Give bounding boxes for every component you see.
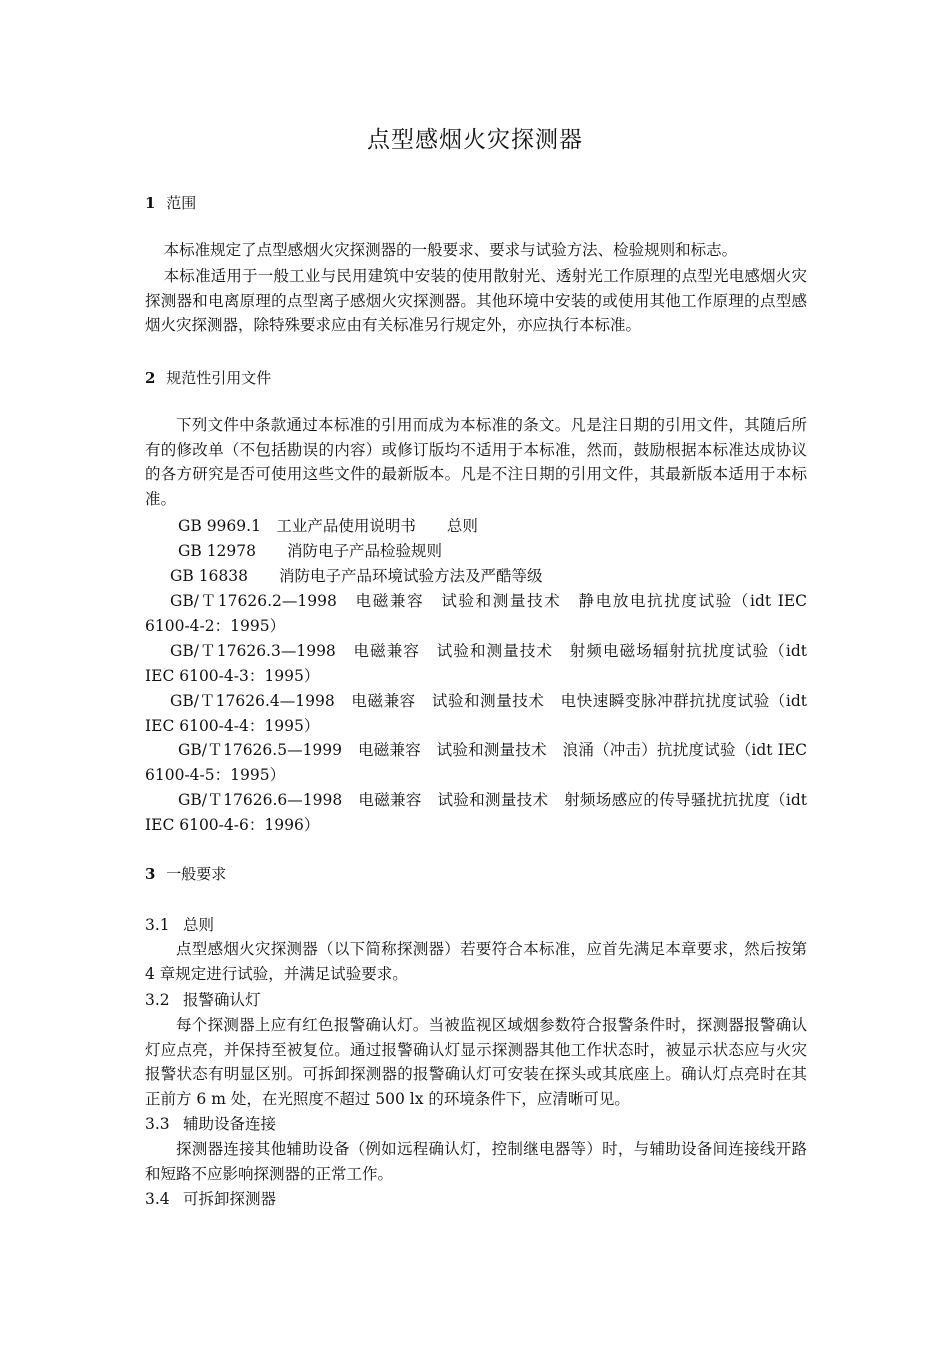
subsection-title: 总则 (183, 916, 215, 934)
subsection-text-3-1: 点型感烟火灾探测器（以下简称探测器）若要符合本标准，应首先满足本章要求，然后按第 4 章规定进行试验，并满足试验要求。 (145, 940, 807, 983)
subsection-text-3-3: 探测器连接其他辅助设备（例如远程确认灯，控制继电器等）时，与辅助设备间连接线开路和短路不应影响探测器的正常工作。 (145, 1140, 807, 1183)
section-title: 一般要求 (166, 865, 227, 883)
reference-item: GB 12978 消防电子产品检验规则 (178, 542, 443, 560)
scope-paragraph-2: 本标准适用于一般工业与民用建筑中安装的使用散射光、透射光工作原理的点型光电感烟火灾探测器和电离原理的点型离子感烟火灾探测器。其他环境中安装的或使用其他工作原理的点型感烟火灾探测器，除特殊要求应由有关标准另行规定外，亦应执行本标准。 (145, 267, 807, 334)
subsection-number: 3.1 (145, 916, 170, 934)
reference-item: GB/Ｔ17626.3—1998 电磁兼容 试验和测量技术 射频电磁场辐射抗扰度试验（idt IEC 6100-4-3：1995） (145, 642, 807, 685)
section-title: 范围 (166, 194, 197, 212)
section-heading-1 (145, 193, 196, 213)
subsection-number: 3.2 (145, 991, 170, 1009)
reference-item: GB 9969.1 工业产品使用说明书 总则 (178, 517, 478, 535)
subsection-heading-3-1 (145, 914, 214, 936)
reference-item: GB 16838 消防电子产品环境试验方法及严酷等级 (170, 567, 543, 585)
reference-item: GB/Ｔ17626.6—1998 电磁兼容 试验和测量技术 射频场感应的传导骚扰抗扰度（idt IEC 6100-4-6：1996） (145, 791, 807, 834)
subsection-number: 3.3 (145, 1115, 170, 1133)
reference-item: GB/Ｔ17626.4—1998 电磁兼容 试验和测量技术 电快速瞬变脉冲群抗扰度试验（idt IEC 6100-4-4：1995） (145, 692, 807, 735)
document-title: 点型感烟火灾探测器 (367, 127, 583, 153)
subsection-heading-3-4 (145, 1188, 276, 1210)
subsection-title: 辅助设备连接 (183, 1115, 277, 1133)
scope-paragraph-1: 本标准规定了点型感烟火灾探测器的一般要求、要求与试验方法、检验规则和标志。 (163, 241, 738, 259)
subsection-text-3-2: 每个探测器上应有红色报警确认灯。当被监视区域烟参数符合报警条件时，探测器报警确认灯应点亮，并保持至被复位。通过报警确认灯显示探测器其他工作状态时，被显示状态应与火灾报警状态有明显区别。可拆卸探测器的报警确认灯可安装在探头或其底座上。确认灯点亮时在其正前方 6 m 处，在光照度不超过 500 lx 的环境条件下，应清晰可见。 (145, 1016, 807, 1108)
section-heading-2 (145, 368, 271, 388)
section-number: 2 (145, 369, 156, 387)
section-number: 3 (145, 865, 156, 883)
references-intro: 下列文件中条款通过本标准的引用而成为本标准的条文。凡是注日期的引用文件，其随后所有的修改单（不包括勘误的内容）或修订版均不适用于本标准，然而，鼓励根据本标准达成协议的各方研究是否可使用这些文件的最新版本。凡是不注日期的引用文件，其最新版本适用于本标准。 (145, 416, 807, 508)
section-number: 1 (145, 194, 156, 212)
section-title: 规范性引用文件 (166, 369, 272, 387)
subsection-title: 报警确认灯 (183, 991, 261, 1009)
subsection-number: 3.4 (145, 1190, 170, 1208)
subsection-title: 可拆卸探测器 (183, 1190, 277, 1208)
reference-item: GB/Ｔ17626.5—1999 电磁兼容 试验和测量技术 浪涌（冲击）抗扰度试验（idt IEC 6100-4-5：1995） (145, 741, 807, 784)
section-heading-3 (145, 864, 226, 884)
subsection-heading-3-2 (145, 989, 261, 1011)
subsection-heading-3-3 (145, 1113, 276, 1135)
reference-item: GB/Ｔ17626.2—1998 电磁兼容 试验和测量技术 静电放电抗扰度试验（idt IEC 6100-4-2：1995） (145, 592, 807, 635)
